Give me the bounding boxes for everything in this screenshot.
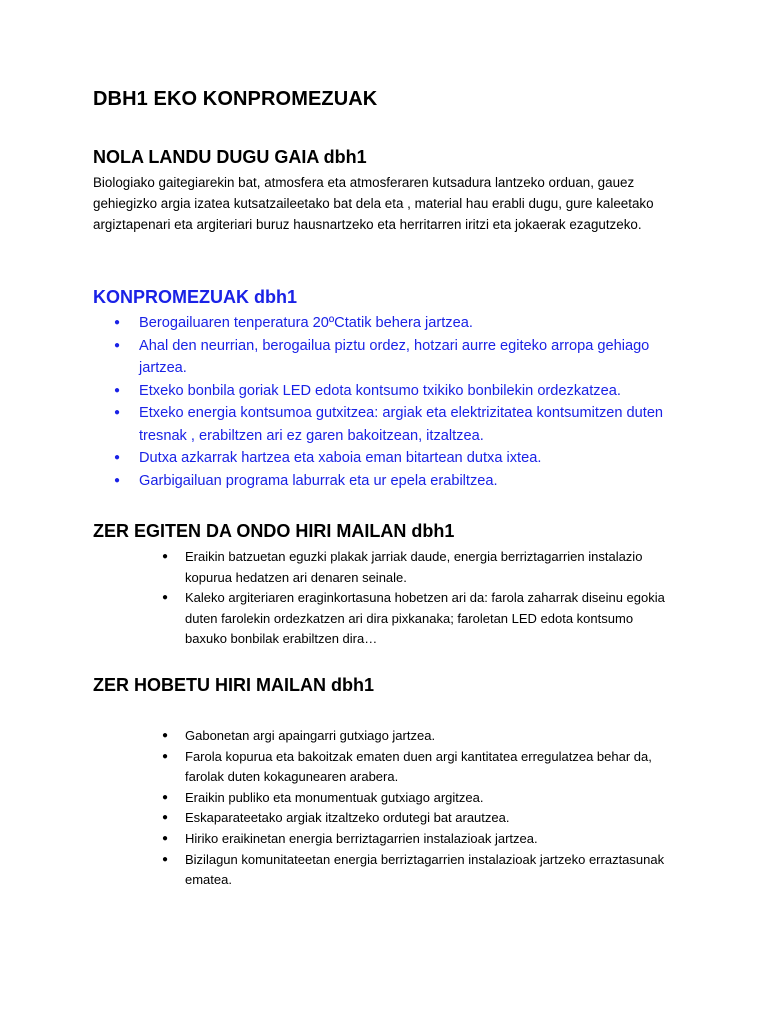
list-item [161, 788, 671, 809]
list-item-text: Eraikin publiko eta monumentuak gutxiago argitzea. [185, 789, 484, 805]
list-item [93, 380, 673, 403]
list-item-text: Gabonetan argi apaingarri gutxiago jartzea. [185, 728, 436, 743]
konpromezuak-list [93, 312, 673, 492]
bullet-icon: ● [162, 853, 169, 865]
list-item [93, 470, 673, 493]
list-item [161, 588, 671, 650]
bullet-icon: ● [114, 407, 121, 418]
bullet-icon: ● [162, 551, 169, 562]
bullet-icon: ● [162, 750, 169, 762]
list-item-text: Garbigailuan programa laburrak eta ur epela erabiltzea. [139, 472, 498, 489]
list-item [161, 850, 671, 891]
list-item [161, 747, 671, 788]
document-title: DBH1 EKO KONPROMEZUAK [93, 88, 378, 110]
intro-paragraph: Biologiako gaitegiarekin bat, atmosfera eta atmosferaren kutsadura lantzeko orduan, gauez gehiegizko argia izatea kutsatzaileetako bat dela eta , material hau erabli dugu, gure kaleetako argiztapenari eta argiteriari buruz hausnartzeko eta herritarren iritzi eta jokaerak ezagutzeko. [93, 175, 654, 232]
list-item [161, 829, 671, 850]
bullet-icon: ● [162, 592, 169, 604]
bullet-icon: ● [114, 384, 121, 396]
list-item [93, 312, 673, 335]
bullet-icon: ● [114, 474, 121, 486]
bullet-icon: ● [162, 730, 169, 741]
bullet-icon: ● [162, 832, 169, 844]
list-item-text: Eraikin batzuetan eguzki plakak jarriak daude, energia berriztagarrien instalazio kopurua hedatzen ari denaren seinale. [185, 549, 643, 585]
section-heading-konpromezuak: KONPROMEZUAK dbh1 [93, 287, 297, 307]
list-item-text: Berogailuaren tenperatura 20ºCtatik behera jartzea. [139, 315, 473, 331]
zer-hobetu-list [161, 726, 671, 891]
list-item [93, 335, 673, 380]
section-heading-zer-egiten: ZER EGITEN DA ONDO HIRI MAILAN dbh1 [93, 521, 455, 541]
bullet-icon: ● [114, 317, 121, 328]
list-item-text: Kaleko argiteriaren eraginkortasuna hobetzen ari da: farola zaharrak diseinu egokia duten farolekin ordezkatzen ari dira pixkanaka; faroletan LED edota kontsumo baxuko bonbilak erabiltzen dira… [185, 590, 665, 647]
list-item [93, 402, 673, 447]
list-item [161, 808, 671, 829]
list-item [161, 547, 671, 588]
list-item-text: Ahal den neurrian, berogailua piztu ordez, hotzari aurre egiteko arropa gehiago jartzea. [139, 337, 650, 376]
list-item-text: Hiriko eraikinetan energia berriztagarrien instalazioak jartzea. [185, 830, 538, 846]
list-item-text: Dutxa azkarrak hartzea eta xaboia eman bitartean dutxa ixtea. [139, 450, 542, 466]
bullet-icon: ● [114, 339, 121, 351]
list-item-text: Etxeko bonbila goriak LED edota kontsumo txikiko bonbilekin ordezkatzea. [139, 382, 621, 399]
list-item-text: Eskaparateetako argiak itzaltzeko ordutegi bat arautzea. [185, 810, 510, 826]
section-heading-nola-landu: NOLA LANDU DUGU GAIA dbh1 [93, 147, 367, 167]
bullet-icon: ● [114, 452, 121, 463]
list-item [93, 447, 673, 470]
zer-egiten-list [161, 547, 671, 650]
list-item [161, 726, 671, 747]
bullet-icon: ● [162, 812, 169, 824]
list-item-text: Farola kopurua eta bakoitzak ematen duen argi kantitatea erregulatzea behar da, farolak duten kokagunearen arabera. [185, 748, 652, 785]
section-heading-zer-hobetu: ZER HOBETU HIRI MAILAN dbh1 [93, 675, 374, 695]
list-item-text: Etxeko energia kontsumoa gutxitzea: argiak eta elektrizitatea kontsumitzen duten tresnak , erabiltzen ari ez garen bakoitzean, itzaltzea. [139, 405, 664, 444]
bullet-icon: ● [162, 791, 169, 803]
list-item-text: Bizilagun komunitateetan energia berriztagarrien instalazioak jartzeko erraztasunak ematea. [185, 851, 665, 888]
